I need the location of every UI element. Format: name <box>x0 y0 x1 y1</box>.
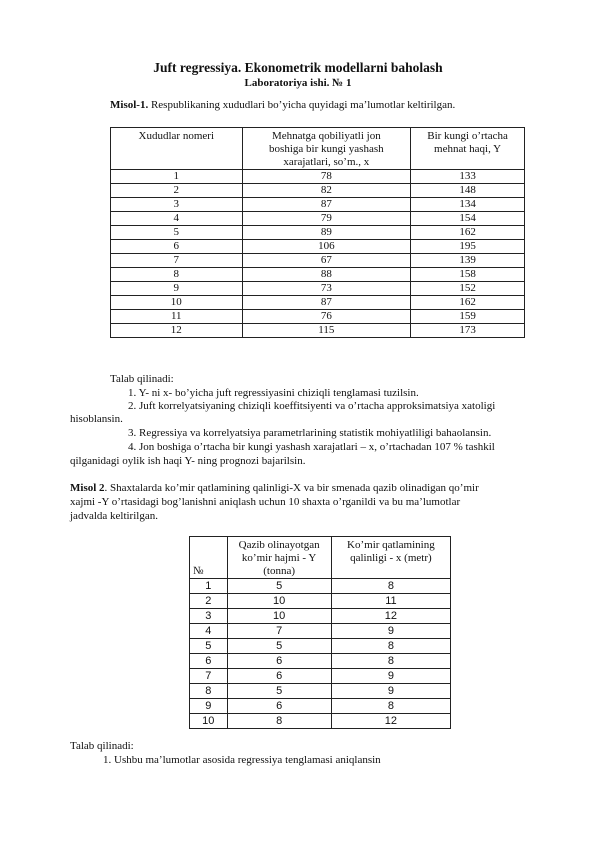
misol2-table-cell: 8 <box>331 579 450 594</box>
misol2-table-cell: 8 <box>190 684 228 699</box>
misol1-table-cell: 87 <box>242 296 411 310</box>
misol2-table-row <box>190 594 451 609</box>
misol1-table-cell: 152 <box>411 282 525 296</box>
misol1-table-cell: 159 <box>411 310 525 324</box>
misol1-table-row <box>111 212 525 226</box>
misol1-table-cell: 12 <box>111 324 243 338</box>
misol2-table-cell: 5 <box>227 684 331 699</box>
misol2-table-cell: 8 <box>331 639 450 654</box>
misol2-header-number: № <box>190 537 228 579</box>
misol1-table-header <box>111 128 525 170</box>
misol2-table-cell: 6 <box>190 654 228 669</box>
misol1-intro <box>110 98 455 112</box>
page-title: Juft regressiya. Ekonometrik modellarni baholash <box>153 60 443 75</box>
misol1-table-cell: 154 <box>411 212 525 226</box>
misol1-table-cell: 7 <box>111 254 243 268</box>
misol2-table-cell: 12 <box>331 609 450 624</box>
misol1-table-cell: 4 <box>111 212 243 226</box>
misol2-table-row <box>190 714 451 729</box>
misol1-label: Misol-1. <box>110 99 149 111</box>
misol1-task-2: 2. Juft korrelyatsiyaning chiziqli koeffitsiyenti va o’rtacha approksimatsiya xatoligi <box>128 400 496 412</box>
misol2-table-cell: 9 <box>190 699 228 714</box>
misol1-table-row <box>111 282 525 296</box>
misol2-table-cell: 4 <box>190 624 228 639</box>
misol1-table-cell: 5 <box>111 226 243 240</box>
misol2-table-row <box>190 609 451 624</box>
misol1-table-cell: 10 <box>111 296 243 310</box>
misol2-intro-text-1: . Shaxtalarda ko’mir qatlamining qalinligi-X va bir smenada qazib olinadigan qo’mir <box>104 482 479 494</box>
misol2-table-row <box>190 639 451 654</box>
misol2-intro-line-1 <box>70 481 526 495</box>
misol1-table-cell: 134 <box>411 198 525 212</box>
misol1-header-y: Bir kungi o’rtacha mehnat haqi, Y <box>411 128 525 170</box>
misol2-intro-line-3: jadvalda keltirilgan. <box>70 510 158 522</box>
misol2-table-cell: 8 <box>331 654 450 669</box>
misol2-header-y: Qazib olinayotgan ko’mir hajmi - Y (tonna) <box>227 537 331 579</box>
misol2-table-cell: 5 <box>190 639 228 654</box>
misol1-table-cell: 195 <box>411 240 525 254</box>
misol1-table <box>110 127 525 338</box>
misol1-table-row <box>111 240 525 254</box>
misol1-table-row <box>111 310 525 324</box>
misol1-table-cell: 82 <box>242 184 411 198</box>
misol2-table-cell: 6 <box>227 654 331 669</box>
misol1-table-cell: 133 <box>411 170 525 184</box>
misol2-table <box>189 536 451 729</box>
misol2-table-cell: 12 <box>331 714 450 729</box>
misol1-table-row <box>111 198 525 212</box>
misol2-tasks-heading: Talab qilinadi: <box>70 740 134 752</box>
misol2-label: Misol 2 <box>70 482 105 494</box>
misol1-table-cell: 9 <box>111 282 243 296</box>
misol1-intro-text: Respublikaning xududlari bo’yicha quyidagi ma’lumotlar keltirilgan. <box>148 99 456 111</box>
misol1-table-row <box>111 268 525 282</box>
misol1-table-cell: 106 <box>242 240 411 254</box>
misol1-table-cell: 148 <box>411 184 525 198</box>
misol1-table-cell: 8 <box>111 268 243 282</box>
misol2-table-cell: 5 <box>227 579 331 594</box>
misol1-table-cell: 162 <box>411 296 525 310</box>
misol1-header-x: Mehnatga qobiliyatli jon boshiga bir kungi yashash xarajatlari, so’m., x <box>242 128 411 170</box>
page-subtitle: Laboratoriya ishi. № 1 <box>244 77 352 89</box>
misol2-table-cell: 2 <box>190 594 228 609</box>
misol1-task-4-cont: qilganidagi oylik ish haqi Y- ning prognozi bajarilsin. <box>70 455 306 467</box>
misol1-table-cell: 79 <box>242 212 411 226</box>
misol1-table-cell: 88 <box>242 268 411 282</box>
misol1-table-row <box>111 170 525 184</box>
misol1-table-cell: 11 <box>111 310 243 324</box>
misol2-table-cell: 1 <box>190 579 228 594</box>
misol1-table-cell: 87 <box>242 198 411 212</box>
misol1-table-cell: 139 <box>411 254 525 268</box>
misol1-task-1: 1. Y- ni x- bo’yicha juft regressiyasini chiziqli tenglamasi tuzilsin. <box>128 387 419 399</box>
misol2-table-cell: 7 <box>227 624 331 639</box>
misol1-table-row <box>111 324 525 338</box>
misol1-table-cell: 73 <box>242 282 411 296</box>
misol2-table-cell: 10 <box>190 714 228 729</box>
misol1-table-cell: 3 <box>111 198 243 212</box>
misol1-task-4: 4. Jon boshiga o’rtacha bir kungi yashash xarajatlari – x, o’rtachadan 107 % tashkil <box>128 441 495 453</box>
misol1-table-cell: 173 <box>411 324 525 338</box>
misol1-table-cell: 6 <box>111 240 243 254</box>
misol2-table-cell: 9 <box>331 669 450 684</box>
misol2-intro-line-2: xajmi -Y o’rtasidagi bog’lanishni aniqlash uchun 10 shaxta o’rganildi va bu ma’lumotlar <box>70 496 461 508</box>
misol2-table-cell: 3 <box>190 609 228 624</box>
misol2-table-cell: 7 <box>190 669 228 684</box>
misol2-table-header <box>190 537 451 579</box>
misol2-table-cell: 6 <box>227 669 331 684</box>
misol1-table-cell: 1 <box>111 170 243 184</box>
misol1-task-3: 3. Regressiya va korrelyatsiya parametrlarining statistik mohiyatliligi bahaolansin. <box>128 427 492 439</box>
misol2-table-row <box>190 624 451 639</box>
misol2-table-cell: 8 <box>331 699 450 714</box>
misol1-table-row <box>111 296 525 310</box>
misol2-table-cell: 5 <box>227 639 331 654</box>
misol1-tasks-heading: Talab qilinadi: <box>110 373 174 385</box>
misol2-table-row <box>190 699 451 714</box>
misol1-header-region: Xududlar nomeri <box>111 128 243 170</box>
misol2-table-cell: 9 <box>331 684 450 699</box>
misol1-task-2-cont: hisoblansin. <box>70 413 123 425</box>
misol1-table-cell: 78 <box>242 170 411 184</box>
misol1-table-row <box>111 226 525 240</box>
misol2-table-row <box>190 579 451 594</box>
misol2-table-row <box>190 669 451 684</box>
misol2-header-x: Ko’mir qatlamining qalinligi - x (metr) <box>331 537 450 579</box>
misol2-table-cell: 11 <box>331 594 450 609</box>
misol1-table-cell: 115 <box>242 324 411 338</box>
misol1-table-cell: 67 <box>242 254 411 268</box>
misol2-table-cell: 8 <box>227 714 331 729</box>
misol2-table-cell: 10 <box>227 594 331 609</box>
misol2-task-1: 1. Ushbu ma’lumotlar asosida regressiya tenglamasi aniqlansin <box>103 754 381 766</box>
misol1-table-cell: 89 <box>242 226 411 240</box>
misol2-table-cell: 6 <box>227 699 331 714</box>
misol1-table-cell: 2 <box>111 184 243 198</box>
misol1-table-row <box>111 184 525 198</box>
misol1-table-cell: 158 <box>411 268 525 282</box>
misol1-table-cell: 162 <box>411 226 525 240</box>
misol2-table-row <box>190 684 451 699</box>
misol2-table-cell: 9 <box>331 624 450 639</box>
misol1-table-row <box>111 254 525 268</box>
misol2-table-cell: 10 <box>227 609 331 624</box>
misol2-table-row <box>190 654 451 669</box>
misol1-table-cell: 76 <box>242 310 411 324</box>
